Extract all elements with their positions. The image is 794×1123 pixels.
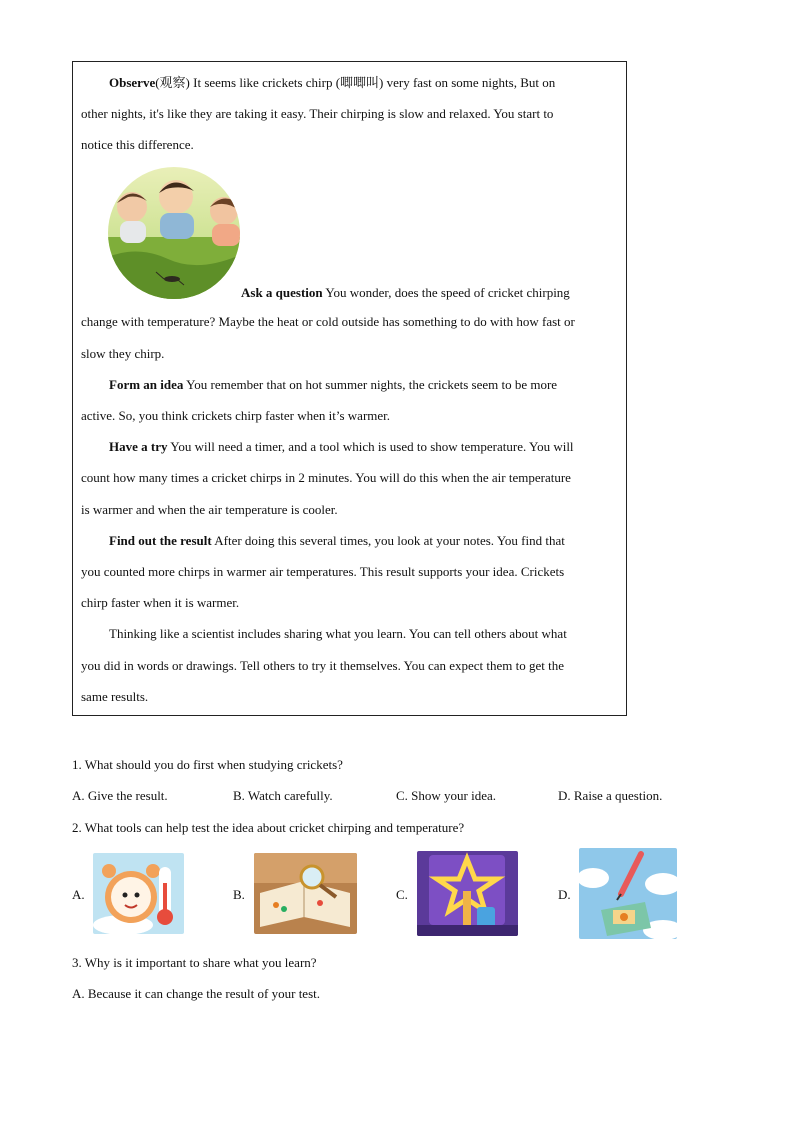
observe-line-2: other nights, it's like they are taking it easy. Their chirping is slow and relaxed. You start to [81, 106, 554, 121]
kids-watching-cricket-illustration [108, 167, 240, 299]
share-line-1: Thinking like a scientist includes sharing what you learn. You can tell others about what [109, 626, 567, 641]
observe-text: (观察) It seems like crickets chirp (唧唧叫) very fast on some nights, But on [155, 75, 556, 90]
q2-option-d-pen-notebook-image[interactable] [579, 848, 677, 939]
q1-option-d[interactable]: D. Raise a question. [558, 788, 663, 803]
ask-line-3: slow they chirp. [81, 346, 165, 361]
try-heading: Have a try [109, 439, 168, 454]
idea-line-2: active. So, you think crickets chirp faster when it’s warmer. [81, 408, 391, 423]
q2-option-d-letter[interactable]: D. [558, 887, 571, 902]
q3-stem: 3. Why is it important to share what you learn? [72, 955, 317, 970]
q2-option-b-letter[interactable]: B. [233, 887, 245, 902]
ask-text: You wonder, does the speed of cricket chirping [325, 285, 570, 300]
q2-option-c-star-ruler-calculator-image[interactable] [417, 851, 518, 936]
observe-heading: Observe [109, 75, 156, 90]
idea-text: You remember that on hot summer nights, the crickets seem to be more [186, 377, 558, 392]
result-heading: Find out the result [109, 533, 212, 548]
idea-heading: Form an idea [109, 377, 184, 392]
ask-heading: Ask a question [241, 285, 323, 300]
q2-option-a-clock-thermometer-image[interactable] [93, 853, 184, 934]
idea-line-1 [109, 377, 557, 393]
share-line-2: you did in words or drawings. Tell others to try it themselves. You can expect them to get the [81, 658, 565, 673]
try-line-1 [109, 439, 574, 455]
result-line-2: you counted more chirps in warmer air temperatures. This result supports your idea. Crickets [81, 564, 565, 579]
q2-option-b-book-magnifier-image[interactable] [254, 853, 357, 934]
try-line-3: is warmer and when the air temperature is cooler. [81, 502, 338, 517]
ask-line-1 [241, 285, 570, 301]
share-line-3: same results. [81, 689, 149, 704]
try-text: You will need a timer, and a tool which is used to show temperature. You will [170, 439, 574, 454]
try-line-2: count how many times a cricket chirps in 2 minutes. You will do this when the air temperature [81, 470, 571, 485]
q3-option-a[interactable]: A. Because it can change the result of your test. [72, 986, 320, 1001]
q2-stem: 2. What tools can help test the idea about cricket chirping and temperature? [72, 820, 465, 835]
q1-stem: 1. What should you do first when studying crickets? [72, 757, 343, 772]
observe-line-3: notice this difference. [81, 137, 194, 152]
result-line-1 [109, 533, 565, 549]
result-line-3: chirp faster when it is warmer. [81, 595, 240, 610]
q1-option-b[interactable]: B. Watch carefully. [233, 788, 333, 803]
q1-option-c[interactable]: C. Show your idea. [396, 788, 497, 803]
observe-line-1 [109, 75, 555, 91]
q2-option-a-letter[interactable]: A. [72, 887, 85, 902]
q1-option-a[interactable]: A. Give the result. [72, 788, 168, 803]
ask-line-2: change with temperature? Maybe the heat or cold outside has something to do with how fast or [81, 314, 575, 329]
result-text: After doing this several times, you look at your notes. You find that [214, 533, 565, 548]
q2-option-c-letter[interactable]: C. [396, 887, 408, 902]
